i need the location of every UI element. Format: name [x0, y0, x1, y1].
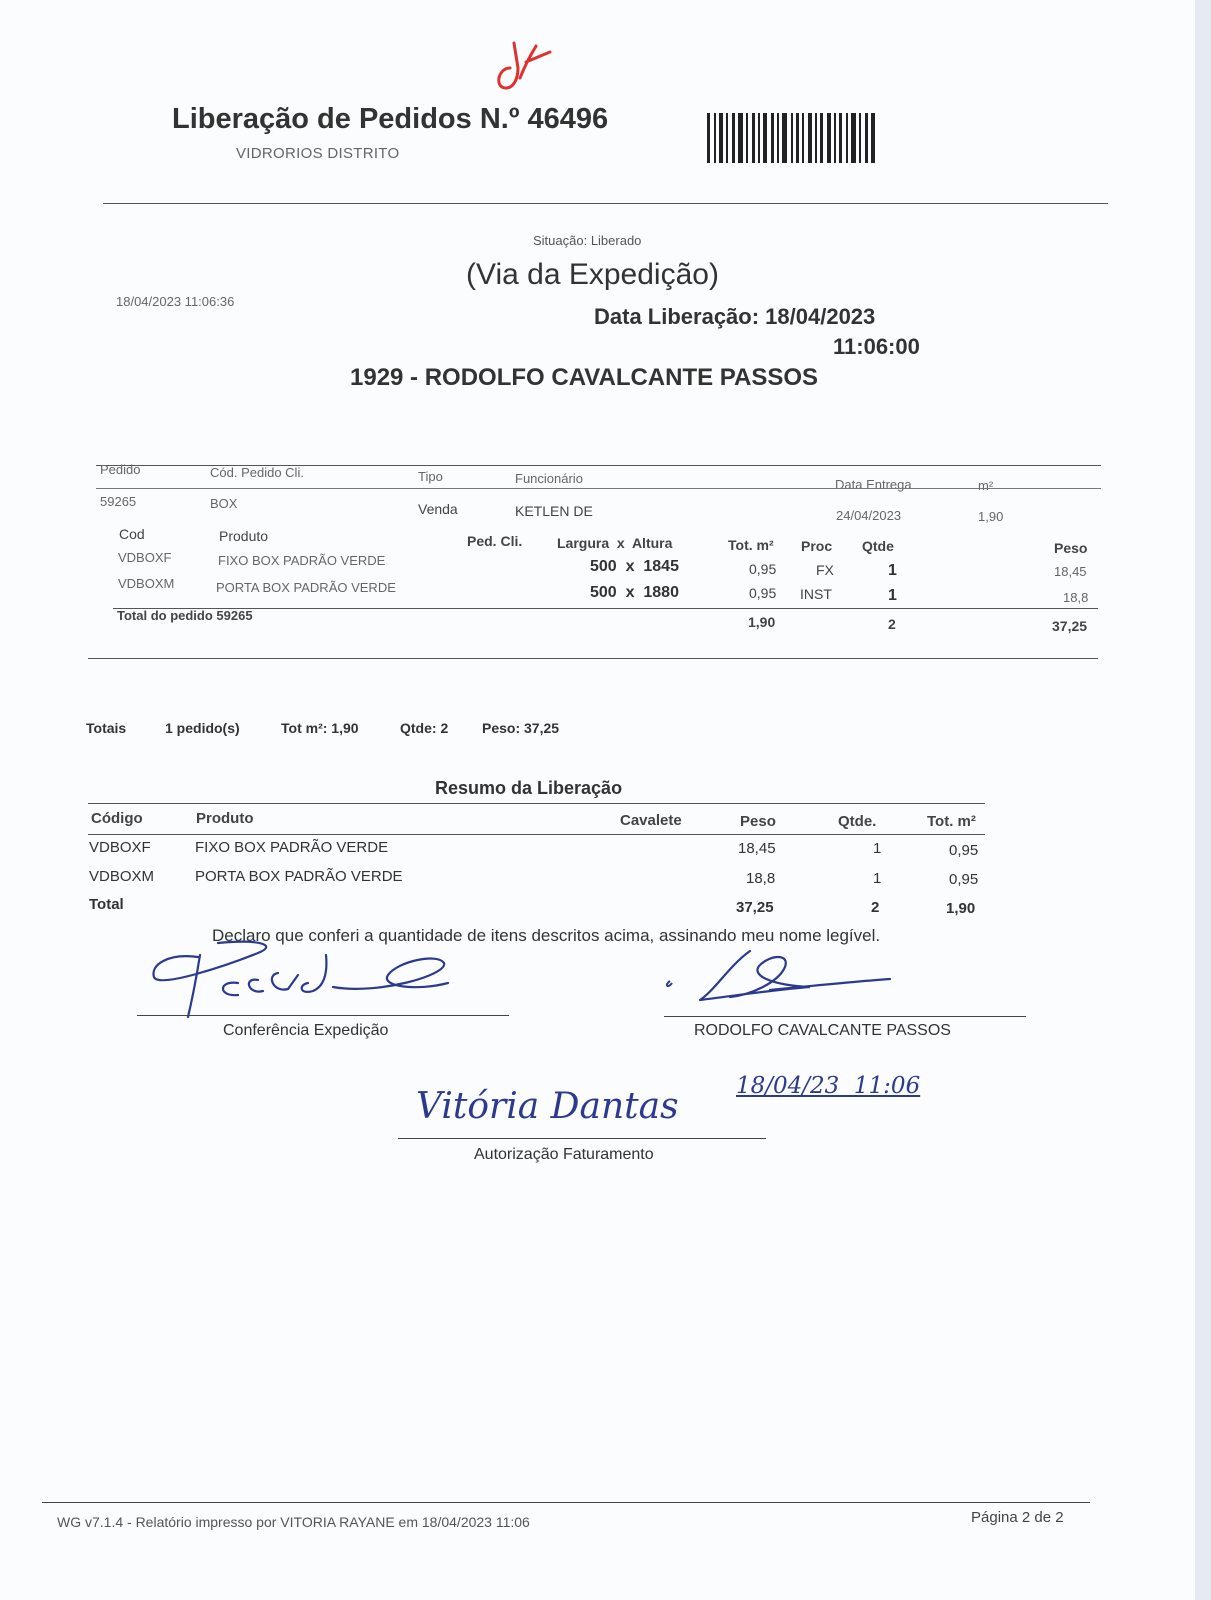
summary-total-m2: 1,90 — [946, 900, 976, 917]
handwritten-name: Vitória Dantas — [416, 1086, 679, 1127]
summary-total-label: Total — [89, 896, 124, 913]
signature-line — [398, 1138, 766, 1139]
release-time: 11:06:00 — [833, 334, 920, 359]
item-peso: 18,8 — [1063, 590, 1089, 605]
page-edge — [1195, 0, 1211, 1600]
summary-header-qtde: Qtde. — [838, 813, 877, 830]
signature-label-conferencia: Conferência Expedição — [223, 1022, 389, 1039]
summary-header-peso: Peso — [740, 813, 776, 830]
item-header-ped-cli: Ped. Cli. — [467, 533, 523, 549]
barcode — [707, 113, 882, 163]
item-dims: 500 x 1880 — [590, 584, 679, 601]
summary-total-qtde: 2 — [871, 899, 880, 916]
footer-divider — [42, 1502, 1090, 1503]
item-header-largura-altura: Largura x Altura — [557, 535, 673, 551]
item-proc: FX — [816, 562, 834, 578]
totals-qtde: Qtde: 2 — [400, 720, 449, 736]
order-employee: KETLEN DE — [515, 503, 593, 519]
summary-qtde: 1 — [873, 870, 882, 887]
order-total-peso: 37,25 — [1052, 618, 1088, 634]
footer-print-info: WG v7.1.4 - Relatório impresso por VITORIA RAYANE em 18/04/2023 11:06 — [57, 1514, 530, 1530]
totals-m2: Tot m²: 1,90 — [281, 720, 359, 736]
signature-line — [137, 1015, 509, 1016]
item-header-peso: Peso — [1054, 540, 1088, 556]
divider — [88, 658, 1098, 659]
handwritten-datetime: 18/04/23 11:06 — [736, 1073, 921, 1099]
item-qtde: 1 — [888, 562, 897, 579]
totals-peso: Peso: 37,25 — [482, 720, 560, 736]
summary-qtde: 1 — [873, 840, 882, 857]
item-header-cod: Cod — [119, 526, 145, 542]
summary-produto: PORTA BOX PADRÃO VERDE — [195, 868, 403, 885]
divider — [96, 488, 1101, 489]
item-header-produto: Produto — [219, 528, 269, 544]
summary-tot-m2: 0,95 — [949, 871, 979, 888]
order-total-m2: 1,90 — [748, 614, 776, 630]
summary-codigo: VDBOXM — [89, 868, 155, 885]
totals-label: Totais — [86, 720, 127, 736]
order-type: Venda — [418, 501, 458, 517]
col-header-funcionario: Funcionário — [515, 471, 583, 486]
summary-header-tot-m2: Tot. m² — [927, 813, 976, 830]
divider — [113, 608, 1098, 609]
page-number: Página 2 de 2 — [971, 1509, 1064, 1526]
item-produto: FIXO BOX PADRÃO VERDE — [218, 553, 386, 568]
red-handwritten-mark — [488, 38, 558, 98]
item-proc: INST — [800, 586, 832, 602]
item-header-tot-m2: Tot. m² — [728, 537, 774, 553]
order-delivery-date: 24/04/2023 — [836, 508, 902, 523]
signature-label-client: RODOLFO CAVALCANTE PASSOS — [694, 1022, 951, 1039]
col-header-cod-pedido: Cód. Pedido Cli. — [210, 465, 304, 480]
signature-label-autorizacao: Autorização Faturamento — [474, 1146, 654, 1163]
summary-header-cavalete: Cavalete — [620, 812, 682, 829]
summary-header-codigo: Código — [91, 810, 143, 827]
order-m2: 1,90 — [978, 509, 1004, 524]
col-header-data-entrega: Data Entrega — [835, 477, 912, 492]
item-dims: 500 x 1845 — [590, 558, 679, 575]
summary-peso: 18,45 — [738, 840, 776, 857]
printed-timestamp: 18/04/2023 11:06:36 — [116, 294, 235, 309]
signature-client — [660, 945, 900, 1015]
order-number: 59265 — [100, 494, 137, 509]
item-header-qtde: Qtde — [862, 538, 894, 554]
item-peso: 18,45 — [1054, 564, 1087, 579]
release-date: Data Liberação: 18/04/2023 — [594, 304, 876, 329]
order-total-qtde: 2 — [888, 616, 896, 632]
declaration-text: Declaro que conferi a quantidade de itens descritos acima, assinando meu nome legível. — [212, 926, 881, 945]
item-cod: VDBOXF — [118, 550, 172, 565]
status-text: Situação: Liberado — [533, 233, 642, 248]
item-cod: VDBOXM — [118, 576, 175, 591]
summary-codigo: VDBOXF — [89, 839, 151, 856]
item-tot-m2: 0,95 — [749, 561, 777, 577]
order-total-label: Total do pedido 59265 — [117, 608, 253, 623]
summary-produto: FIXO BOX PADRÃO VERDE — [195, 839, 389, 856]
divider — [88, 834, 985, 835]
summary-peso: 18,8 — [746, 870, 776, 887]
summary-header-produto: Produto — [196, 810, 254, 827]
col-header-pedido: Pedido — [100, 462, 141, 477]
item-produto: PORTA BOX PADRÃO VERDE — [216, 580, 396, 595]
client-name: 1929 - RODOLFO CAVALCANTE PASSOS — [350, 364, 819, 391]
company-name: VIDRORIOS DISTRITO — [236, 145, 400, 162]
summary-tot-m2: 0,95 — [949, 842, 979, 859]
order-client-code: BOX — [210, 496, 238, 511]
col-header-m2: m² — [978, 478, 994, 493]
item-qtde: 1 — [888, 587, 897, 604]
summary-title: Resumo da Liberação — [435, 778, 623, 798]
signature-line — [664, 1016, 1026, 1017]
item-header-proc: Proc — [801, 538, 833, 554]
signature-conferencia — [148, 935, 468, 1020]
divider — [103, 203, 1108, 204]
item-tot-m2: 0,95 — [749, 585, 777, 601]
totals-pedidos: 1 pedido(s) — [165, 720, 240, 736]
copy-type-title: (Via da Expedição) — [466, 258, 719, 291]
col-header-tipo: Tipo — [418, 469, 443, 484]
page-title: Liberação de Pedidos N.º 46496 — [172, 103, 609, 135]
divider — [88, 803, 985, 804]
summary-total-peso: 37,25 — [736, 899, 774, 916]
